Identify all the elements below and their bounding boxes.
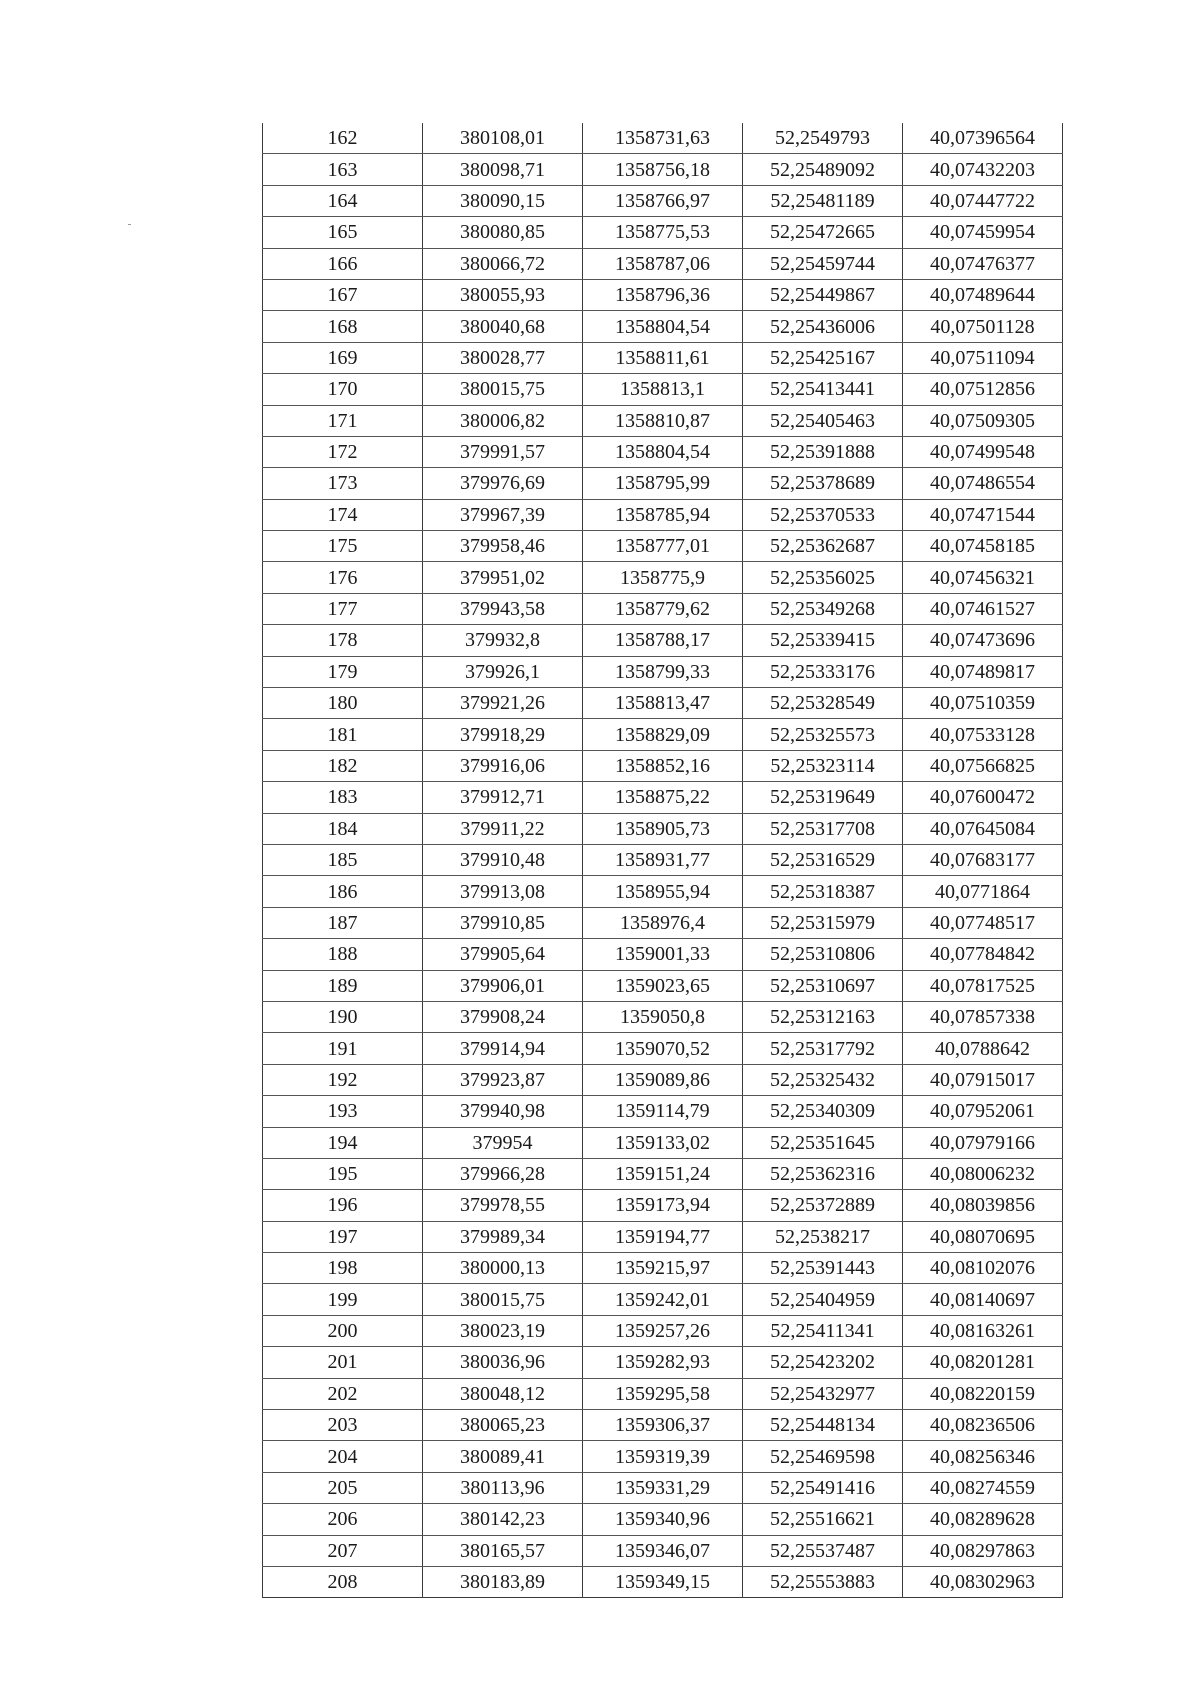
- x-coordinate-cell: 379913,08: [423, 876, 583, 907]
- longitude-cell: 40,07476377: [903, 248, 1063, 279]
- longitude-cell: 40,07952061: [903, 1096, 1063, 1127]
- y-coordinate-cell: 1358931,77: [583, 844, 743, 875]
- y-coordinate-cell: 1359215,97: [583, 1253, 743, 1284]
- x-coordinate-cell: 380113,96: [423, 1472, 583, 1503]
- y-coordinate-cell: 1358976,4: [583, 907, 743, 938]
- table-row: [263, 279, 1063, 310]
- longitude-cell: 40,08220159: [903, 1378, 1063, 1409]
- point-number-cell: 177: [263, 593, 423, 624]
- x-coordinate-cell: 379940,98: [423, 1096, 583, 1127]
- y-coordinate-cell: 1358852,16: [583, 750, 743, 781]
- x-coordinate-cell: 379926,1: [423, 656, 583, 687]
- y-coordinate-cell: 1359173,94: [583, 1190, 743, 1221]
- point-number-cell: 204: [263, 1441, 423, 1472]
- latitude-cell: 52,25370533: [743, 499, 903, 530]
- point-number-cell: 207: [263, 1535, 423, 1566]
- table-row: [263, 1410, 1063, 1441]
- x-coordinate-cell: 379905,64: [423, 939, 583, 970]
- longitude-cell: 40,07489817: [903, 656, 1063, 687]
- point-number-cell: 170: [263, 374, 423, 405]
- x-coordinate-cell: 379932,8: [423, 625, 583, 656]
- y-coordinate-cell: 1359319,39: [583, 1441, 743, 1472]
- table-row: [263, 625, 1063, 656]
- point-number-cell: 167: [263, 279, 423, 310]
- point-number-cell: 188: [263, 939, 423, 970]
- coordinates-table: [262, 123, 1063, 1598]
- y-coordinate-cell: 1358875,22: [583, 782, 743, 813]
- longitude-cell: 40,08297863: [903, 1535, 1063, 1566]
- x-coordinate-cell: 380040,68: [423, 311, 583, 342]
- table-row: [263, 1033, 1063, 1064]
- longitude-cell: 40,07489644: [903, 279, 1063, 310]
- table-row: [263, 1566, 1063, 1597]
- point-number-cell: 187: [263, 907, 423, 938]
- table-row: [263, 342, 1063, 373]
- y-coordinate-cell: 1358905,73: [583, 813, 743, 844]
- latitude-cell: 52,25333176: [743, 656, 903, 687]
- latitude-cell: 52,25481189: [743, 185, 903, 216]
- y-coordinate-cell: 1358799,33: [583, 656, 743, 687]
- longitude-cell: 40,07600472: [903, 782, 1063, 813]
- table-row: [263, 374, 1063, 405]
- x-coordinate-cell: 379910,48: [423, 844, 583, 875]
- y-coordinate-cell: 1358813,1: [583, 374, 743, 405]
- latitude-cell: 52,25319649: [743, 782, 903, 813]
- x-coordinate-cell: 380065,23: [423, 1410, 583, 1441]
- longitude-cell: 40,08201281: [903, 1347, 1063, 1378]
- longitude-cell: 40,07566825: [903, 750, 1063, 781]
- longitude-cell: 40,0771864: [903, 876, 1063, 907]
- latitude-cell: 52,25323114: [743, 750, 903, 781]
- latitude-cell: 52,25310697: [743, 970, 903, 1001]
- x-coordinate-cell: 380048,12: [423, 1378, 583, 1409]
- longitude-cell: 40,08006232: [903, 1158, 1063, 1189]
- latitude-cell: 52,25316529: [743, 844, 903, 875]
- table-row: [263, 531, 1063, 562]
- point-number-cell: 175: [263, 531, 423, 562]
- x-coordinate-cell: 379911,22: [423, 813, 583, 844]
- table-row: [263, 217, 1063, 248]
- y-coordinate-cell: 1359133,02: [583, 1127, 743, 1158]
- table-row: [263, 813, 1063, 844]
- point-number-cell: 196: [263, 1190, 423, 1221]
- longitude-cell: 40,07447722: [903, 185, 1063, 216]
- longitude-cell: 40,07683177: [903, 844, 1063, 875]
- y-coordinate-cell: 1358766,97: [583, 185, 743, 216]
- latitude-cell: 52,25328549: [743, 688, 903, 719]
- x-coordinate-cell: 379958,46: [423, 531, 583, 562]
- latitude-cell: 52,25405463: [743, 405, 903, 436]
- longitude-cell: 40,07784842: [903, 939, 1063, 970]
- point-number-cell: 206: [263, 1504, 423, 1535]
- latitude-cell: 52,25349268: [743, 593, 903, 624]
- x-coordinate-cell: 380028,77: [423, 342, 583, 373]
- x-coordinate-cell: 380006,82: [423, 405, 583, 436]
- point-number-cell: 171: [263, 405, 423, 436]
- y-coordinate-cell: 1359242,01: [583, 1284, 743, 1315]
- table-row: [263, 1253, 1063, 1284]
- point-number-cell: 201: [263, 1347, 423, 1378]
- y-coordinate-cell: 1358796,36: [583, 279, 743, 310]
- latitude-cell: 52,25489092: [743, 154, 903, 185]
- x-coordinate-cell: 379916,06: [423, 750, 583, 781]
- x-coordinate-cell: 379923,87: [423, 1064, 583, 1095]
- latitude-cell: 52,25312163: [743, 1001, 903, 1032]
- x-coordinate-cell: 380089,41: [423, 1441, 583, 1472]
- longitude-cell: 40,07396564: [903, 123, 1063, 154]
- point-number-cell: 189: [263, 970, 423, 1001]
- latitude-cell: 52,25413441: [743, 374, 903, 405]
- point-number-cell: 208: [263, 1566, 423, 1597]
- longitude-cell: 40,07857338: [903, 1001, 1063, 1032]
- x-coordinate-cell: 379966,28: [423, 1158, 583, 1189]
- point-number-cell: 164: [263, 185, 423, 216]
- latitude-cell: 52,25318387: [743, 876, 903, 907]
- point-number-cell: 162: [263, 123, 423, 154]
- point-number-cell: 191: [263, 1033, 423, 1064]
- point-number-cell: 199: [263, 1284, 423, 1315]
- latitude-cell: 52,25362316: [743, 1158, 903, 1189]
- y-coordinate-cell: 1358775,53: [583, 217, 743, 248]
- longitude-cell: 40,07459954: [903, 217, 1063, 248]
- y-coordinate-cell: 1359295,58: [583, 1378, 743, 1409]
- y-coordinate-cell: 1358810,87: [583, 405, 743, 436]
- table-row: [263, 656, 1063, 687]
- point-number-cell: 186: [263, 876, 423, 907]
- y-coordinate-cell: 1358785,94: [583, 499, 743, 530]
- table-row: [263, 248, 1063, 279]
- x-coordinate-cell: 380055,93: [423, 279, 583, 310]
- y-coordinate-cell: 1359346,07: [583, 1535, 743, 1566]
- x-coordinate-cell: 379908,24: [423, 1001, 583, 1032]
- x-coordinate-cell: 380015,75: [423, 1284, 583, 1315]
- y-coordinate-cell: 1359340,96: [583, 1504, 743, 1535]
- latitude-cell: 52,2538217: [743, 1221, 903, 1252]
- x-coordinate-cell: 379954: [423, 1127, 583, 1158]
- table-row: [263, 1190, 1063, 1221]
- latitude-cell: 52,25315979: [743, 907, 903, 938]
- table-row: [263, 405, 1063, 436]
- longitude-cell: 40,07501128: [903, 311, 1063, 342]
- table-row: [263, 970, 1063, 1001]
- point-number-cell: 178: [263, 625, 423, 656]
- x-coordinate-cell: 379918,29: [423, 719, 583, 750]
- longitude-cell: 40,08302963: [903, 1566, 1063, 1597]
- point-number-cell: 197: [263, 1221, 423, 1252]
- y-coordinate-cell: 1358777,01: [583, 531, 743, 562]
- longitude-cell: 40,07471544: [903, 499, 1063, 530]
- y-coordinate-cell: 1359089,86: [583, 1064, 743, 1095]
- table-row: [263, 750, 1063, 781]
- y-coordinate-cell: 1358787,06: [583, 248, 743, 279]
- x-coordinate-cell: 380165,57: [423, 1535, 583, 1566]
- y-coordinate-cell: 1359114,79: [583, 1096, 743, 1127]
- longitude-cell: 40,07461527: [903, 593, 1063, 624]
- longitude-cell: 40,08289628: [903, 1504, 1063, 1535]
- point-number-cell: 173: [263, 468, 423, 499]
- latitude-cell: 52,25317708: [743, 813, 903, 844]
- point-number-cell: 172: [263, 436, 423, 467]
- y-coordinate-cell: 1359331,29: [583, 1472, 743, 1503]
- table-row: [263, 123, 1063, 154]
- table-row: [263, 1096, 1063, 1127]
- latitude-cell: 52,25404959: [743, 1284, 903, 1315]
- table-row: [263, 1127, 1063, 1158]
- point-number-cell: 192: [263, 1064, 423, 1095]
- longitude-cell: 40,07432203: [903, 154, 1063, 185]
- y-coordinate-cell: 1359194,77: [583, 1221, 743, 1252]
- x-coordinate-cell: 380142,23: [423, 1504, 583, 1535]
- point-number-cell: 168: [263, 311, 423, 342]
- longitude-cell: 40,07473696: [903, 625, 1063, 656]
- latitude-cell: 52,25553883: [743, 1566, 903, 1597]
- table-row: [263, 593, 1063, 624]
- y-coordinate-cell: 1359001,33: [583, 939, 743, 970]
- point-number-cell: 166: [263, 248, 423, 279]
- longitude-cell: 40,08140697: [903, 1284, 1063, 1315]
- point-number-cell: 200: [263, 1315, 423, 1346]
- latitude-cell: 52,25325432: [743, 1064, 903, 1095]
- y-coordinate-cell: 1358804,54: [583, 436, 743, 467]
- y-coordinate-cell: 1358795,99: [583, 468, 743, 499]
- x-coordinate-cell: 380066,72: [423, 248, 583, 279]
- table-row: [263, 468, 1063, 499]
- longitude-cell: 40,08163261: [903, 1315, 1063, 1346]
- latitude-cell: 52,2549793: [743, 123, 903, 154]
- point-number-cell: 165: [263, 217, 423, 248]
- scan-speck: [128, 224, 131, 225]
- table-row: [263, 1315, 1063, 1346]
- table-row: [263, 1001, 1063, 1032]
- latitude-cell: 52,25317792: [743, 1033, 903, 1064]
- x-coordinate-cell: 379912,71: [423, 782, 583, 813]
- latitude-cell: 52,25423202: [743, 1347, 903, 1378]
- x-coordinate-cell: 379943,58: [423, 593, 583, 624]
- latitude-cell: 52,25448134: [743, 1410, 903, 1441]
- table-row: [263, 562, 1063, 593]
- latitude-cell: 52,25436006: [743, 311, 903, 342]
- table-row: [263, 1378, 1063, 1409]
- latitude-cell: 52,25325573: [743, 719, 903, 750]
- table-row: [263, 1441, 1063, 1472]
- longitude-cell: 40,07645084: [903, 813, 1063, 844]
- latitude-cell: 52,25362687: [743, 531, 903, 562]
- table-row: [263, 939, 1063, 970]
- y-coordinate-cell: 1358788,17: [583, 625, 743, 656]
- longitude-cell: 40,08236506: [903, 1410, 1063, 1441]
- longitude-cell: 40,07533128: [903, 719, 1063, 750]
- latitude-cell: 52,25339415: [743, 625, 903, 656]
- latitude-cell: 52,25432977: [743, 1378, 903, 1409]
- y-coordinate-cell: 1359349,15: [583, 1566, 743, 1597]
- longitude-cell: 40,07510359: [903, 688, 1063, 719]
- x-coordinate-cell: 379978,55: [423, 1190, 583, 1221]
- point-number-cell: 174: [263, 499, 423, 530]
- y-coordinate-cell: 1358775,9: [583, 562, 743, 593]
- latitude-cell: 52,25449867: [743, 279, 903, 310]
- longitude-cell: 40,07486554: [903, 468, 1063, 499]
- point-number-cell: 193: [263, 1096, 423, 1127]
- x-coordinate-cell: 380108,01: [423, 123, 583, 154]
- latitude-cell: 52,25356025: [743, 562, 903, 593]
- table-row: [263, 1158, 1063, 1189]
- latitude-cell: 52,25372889: [743, 1190, 903, 1221]
- x-coordinate-cell: 379989,34: [423, 1221, 583, 1252]
- latitude-cell: 52,25411341: [743, 1315, 903, 1346]
- point-number-cell: 198: [263, 1253, 423, 1284]
- longitude-cell: 40,08274559: [903, 1472, 1063, 1503]
- y-coordinate-cell: 1358731,63: [583, 123, 743, 154]
- y-coordinate-cell: 1358779,62: [583, 593, 743, 624]
- table-row: [263, 1221, 1063, 1252]
- x-coordinate-cell: 379967,39: [423, 499, 583, 530]
- longitude-cell: 40,08070695: [903, 1221, 1063, 1252]
- point-number-cell: 202: [263, 1378, 423, 1409]
- table-row: [263, 1284, 1063, 1315]
- table-row: [263, 499, 1063, 530]
- point-number-cell: 182: [263, 750, 423, 781]
- coordinates-table-body: [263, 123, 1063, 1598]
- point-number-cell: 179: [263, 656, 423, 687]
- latitude-cell: 52,25378689: [743, 468, 903, 499]
- y-coordinate-cell: 1358756,18: [583, 154, 743, 185]
- x-coordinate-cell: 380183,89: [423, 1566, 583, 1597]
- x-coordinate-cell: 379906,01: [423, 970, 583, 1001]
- point-number-cell: 184: [263, 813, 423, 844]
- table-row: [263, 844, 1063, 875]
- x-coordinate-cell: 380080,85: [423, 217, 583, 248]
- table-row: [263, 436, 1063, 467]
- table-row: [263, 154, 1063, 185]
- y-coordinate-cell: 1358804,54: [583, 311, 743, 342]
- y-coordinate-cell: 1358829,09: [583, 719, 743, 750]
- y-coordinate-cell: 1358955,94: [583, 876, 743, 907]
- longitude-cell: 40,07512856: [903, 374, 1063, 405]
- table-row: [263, 1504, 1063, 1535]
- latitude-cell: 52,25425167: [743, 342, 903, 373]
- point-number-cell: 195: [263, 1158, 423, 1189]
- longitude-cell: 40,08102076: [903, 1253, 1063, 1284]
- longitude-cell: 40,08039856: [903, 1190, 1063, 1221]
- latitude-cell: 52,25537487: [743, 1535, 903, 1566]
- y-coordinate-cell: 1359151,24: [583, 1158, 743, 1189]
- latitude-cell: 52,25310806: [743, 939, 903, 970]
- point-number-cell: 203: [263, 1410, 423, 1441]
- longitude-cell: 40,07499548: [903, 436, 1063, 467]
- y-coordinate-cell: 1359257,26: [583, 1315, 743, 1346]
- longitude-cell: 40,07748517: [903, 907, 1063, 938]
- point-number-cell: 180: [263, 688, 423, 719]
- table-row: [263, 907, 1063, 938]
- point-number-cell: 183: [263, 782, 423, 813]
- point-number-cell: 176: [263, 562, 423, 593]
- x-coordinate-cell: 380023,19: [423, 1315, 583, 1346]
- y-coordinate-cell: 1359070,52: [583, 1033, 743, 1064]
- longitude-cell: 40,07458185: [903, 531, 1063, 562]
- latitude-cell: 52,25491416: [743, 1472, 903, 1503]
- longitude-cell: 40,07915017: [903, 1064, 1063, 1095]
- longitude-cell: 40,08256346: [903, 1441, 1063, 1472]
- point-number-cell: 194: [263, 1127, 423, 1158]
- x-coordinate-cell: 380036,96: [423, 1347, 583, 1378]
- longitude-cell: 40,07979166: [903, 1127, 1063, 1158]
- table-row: [263, 876, 1063, 907]
- x-coordinate-cell: 379914,94: [423, 1033, 583, 1064]
- y-coordinate-cell: 1359306,37: [583, 1410, 743, 1441]
- latitude-cell: 52,25469598: [743, 1441, 903, 1472]
- table-row: [263, 688, 1063, 719]
- y-coordinate-cell: 1358813,47: [583, 688, 743, 719]
- table-row: [263, 1064, 1063, 1095]
- point-number-cell: 163: [263, 154, 423, 185]
- x-coordinate-cell: 380098,71: [423, 154, 583, 185]
- y-coordinate-cell: 1359282,93: [583, 1347, 743, 1378]
- x-coordinate-cell: 380090,15: [423, 185, 583, 216]
- x-coordinate-cell: 379910,85: [423, 907, 583, 938]
- x-coordinate-cell: 380000,13: [423, 1253, 583, 1284]
- latitude-cell: 52,25351645: [743, 1127, 903, 1158]
- table-row: [263, 719, 1063, 750]
- table-row: [263, 782, 1063, 813]
- x-coordinate-cell: 379991,57: [423, 436, 583, 467]
- table-row: [263, 1347, 1063, 1378]
- point-number-cell: 185: [263, 844, 423, 875]
- y-coordinate-cell: 1358811,61: [583, 342, 743, 373]
- longitude-cell: 40,07511094: [903, 342, 1063, 373]
- x-coordinate-cell: 379951,02: [423, 562, 583, 593]
- point-number-cell: 169: [263, 342, 423, 373]
- latitude-cell: 52,25459744: [743, 248, 903, 279]
- longitude-cell: 40,0788642: [903, 1033, 1063, 1064]
- y-coordinate-cell: 1359023,65: [583, 970, 743, 1001]
- latitude-cell: 52,25472665: [743, 217, 903, 248]
- point-number-cell: 205: [263, 1472, 423, 1503]
- x-coordinate-cell: 380015,75: [423, 374, 583, 405]
- longitude-cell: 40,07509305: [903, 405, 1063, 436]
- latitude-cell: 52,25391443: [743, 1253, 903, 1284]
- y-coordinate-cell: 1359050,8: [583, 1001, 743, 1032]
- latitude-cell: 52,25391888: [743, 436, 903, 467]
- table-row: [263, 311, 1063, 342]
- x-coordinate-cell: 379976,69: [423, 468, 583, 499]
- table-row: [263, 185, 1063, 216]
- point-number-cell: 181: [263, 719, 423, 750]
- table-row: [263, 1472, 1063, 1503]
- point-number-cell: 190: [263, 1001, 423, 1032]
- latitude-cell: 52,25516621: [743, 1504, 903, 1535]
- longitude-cell: 40,07817525: [903, 970, 1063, 1001]
- x-coordinate-cell: 379921,26: [423, 688, 583, 719]
- table-row: [263, 1535, 1063, 1566]
- latitude-cell: 52,25340309: [743, 1096, 903, 1127]
- longitude-cell: 40,07456321: [903, 562, 1063, 593]
